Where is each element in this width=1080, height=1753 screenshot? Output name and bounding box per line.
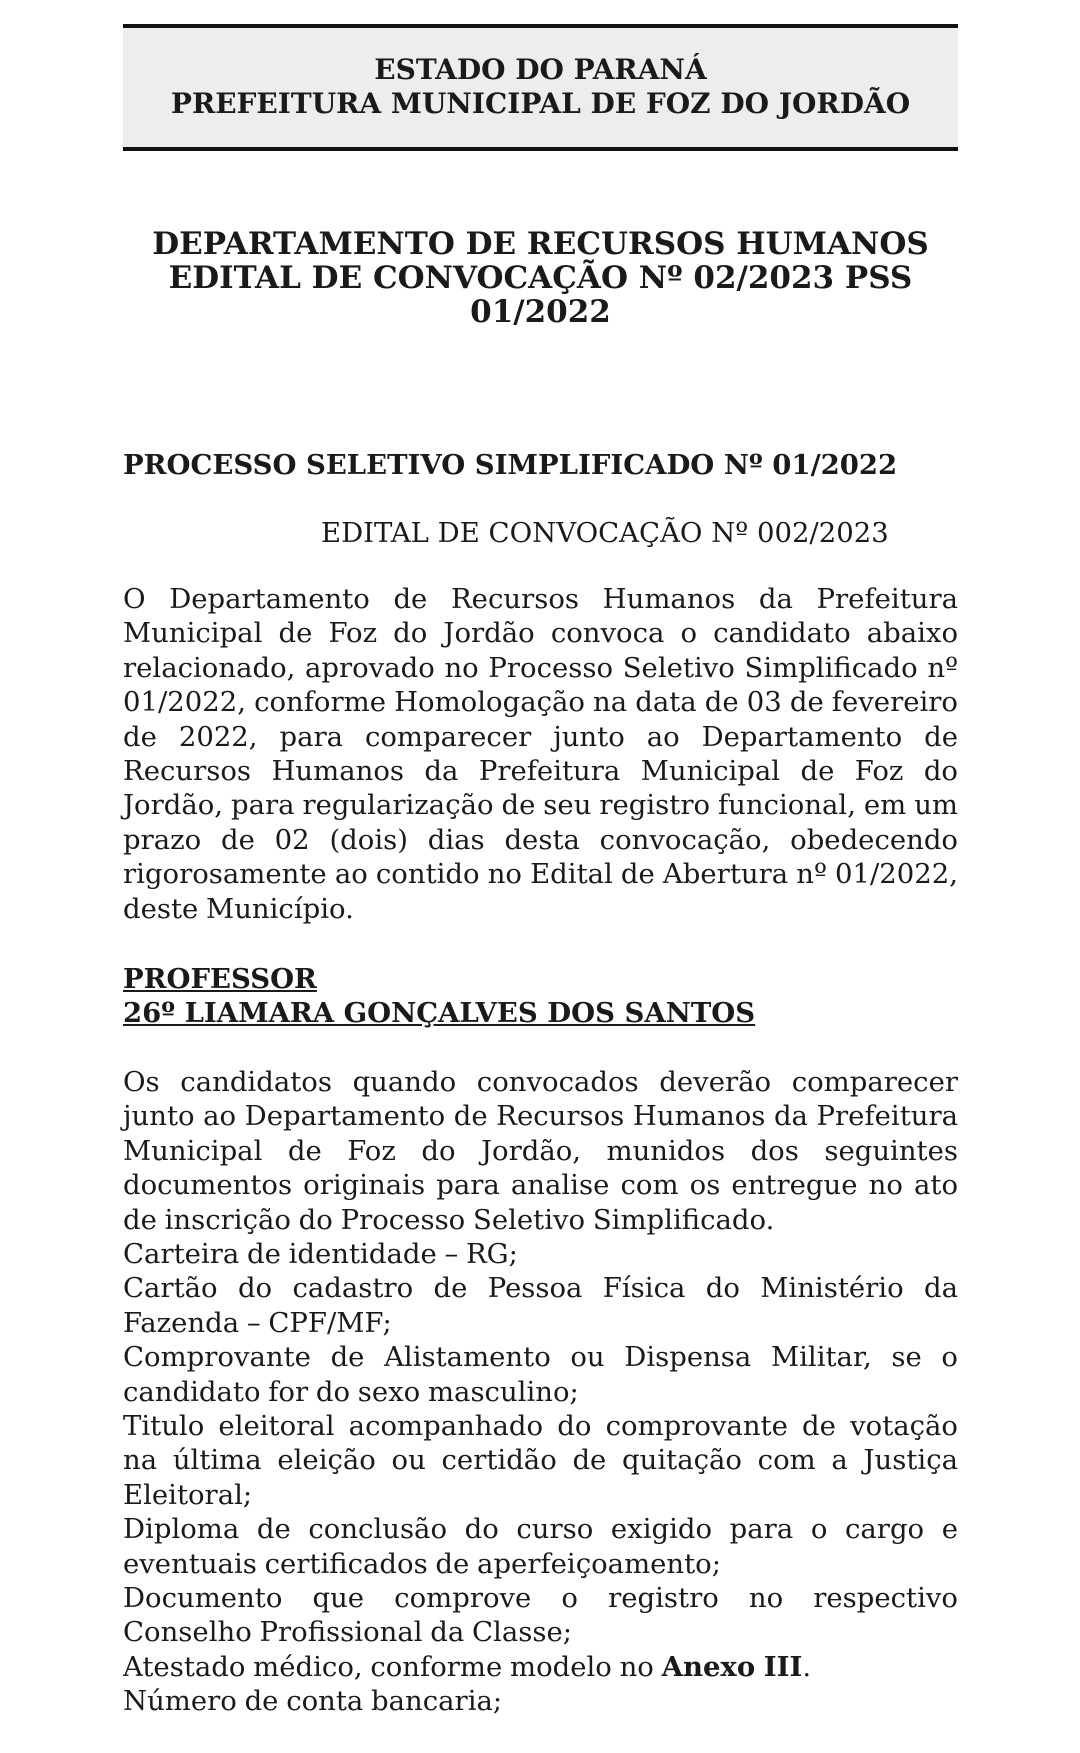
- process-title: PROCESSO SELETIVO SIMPLIFICADO Nº 01/2022: [123, 449, 898, 481]
- annex-reference: Anexo III: [661, 1650, 803, 1683]
- state-name: ESTADO DO PARANÁ: [374, 53, 707, 86]
- document-item: Carteira de identidade – RG;: [123, 1237, 518, 1270]
- candidate-name: 26º LIAMARA GONÇALVES DOS SANTOS: [123, 997, 756, 1030]
- document-item: Número de conta bancaria;: [123, 1685, 503, 1718]
- department-name: DEPARTAMENTO DE RECURSOS HUMANOS: [152, 226, 929, 262]
- medical-item-prefix: Atestado médico, conforme modelo no: [123, 1650, 662, 1683]
- document-item: Diploma de conclusão do curso exigido para o cargo e eventuais certificados de aperfeiçoamento;: [123, 1513, 958, 1580]
- documents-list: [123, 1237, 958, 1719]
- department-heading: [123, 227, 958, 329]
- edital-document: [123, 24, 958, 1719]
- state-header-box: [123, 24, 958, 151]
- document-item: Documento que comprove o registro no respectivo Conselho Profissional da Classe;: [123, 1581, 958, 1649]
- document-item-medical: [123, 1650, 958, 1684]
- document-item: Comprovante de Alistamento ou Dispensa Militar, se o candidato for do sexo masculino;: [123, 1341, 958, 1408]
- intro-paragraph: O Departamento de Recursos Humanos da Prefeitura Municipal de Foz do Jordão convoca o candidato abaixo relacionado, aprovado no Processo Seletivo Simplificado nº 01/2022, conforme Homologação na data de 03 de fevereiro de 2022, para comparecer junto ao Departamento de Recursos Humanos da Prefeitura Municipal de Foz do Jordão, para regularização de seu registro funcional, em um prazo de 02 (dois) dias desta convocação, obedecendo rigorosamente ao contido no Edital de Abertura nº 01/2022, deste Município.: [123, 583, 958, 925]
- document-item: Titulo eleitoral acompanhado do comprovante de votação na última eleição ou certidão de quitação com a Justiça Eleitoral;: [123, 1409, 958, 1511]
- document-item: Cartão do cadastro de Pessoa Física do Ministério da Fazenda – CPF/MF;: [123, 1272, 958, 1339]
- documents-paragraph: Os candidatos quando convocados deverão comparecer junto ao Departamento de Recursos Humanos da Prefeitura Municipal de Foz do Jordão, munidos dos seguintes documentos originais para analise com os entregue no ato de inscrição do Processo Seletivo Simplificado.: [123, 1065, 958, 1236]
- edital-number-heading: EDITAL DE CONVOCAÇÃO Nº 02/2023 PSS 01/2022: [168, 260, 913, 330]
- edital-subtitle: EDITAL DE CONVOCAÇÃO Nº 002/2023: [321, 517, 889, 549]
- position-title: PROFESSOR: [123, 963, 317, 996]
- municipality-name: PREFEITURA MUNICIPAL DE FOZ DO JORDÃO: [170, 87, 911, 120]
- medical-item-suffix: .: [802, 1650, 812, 1683]
- position-block: [123, 962, 958, 1031]
